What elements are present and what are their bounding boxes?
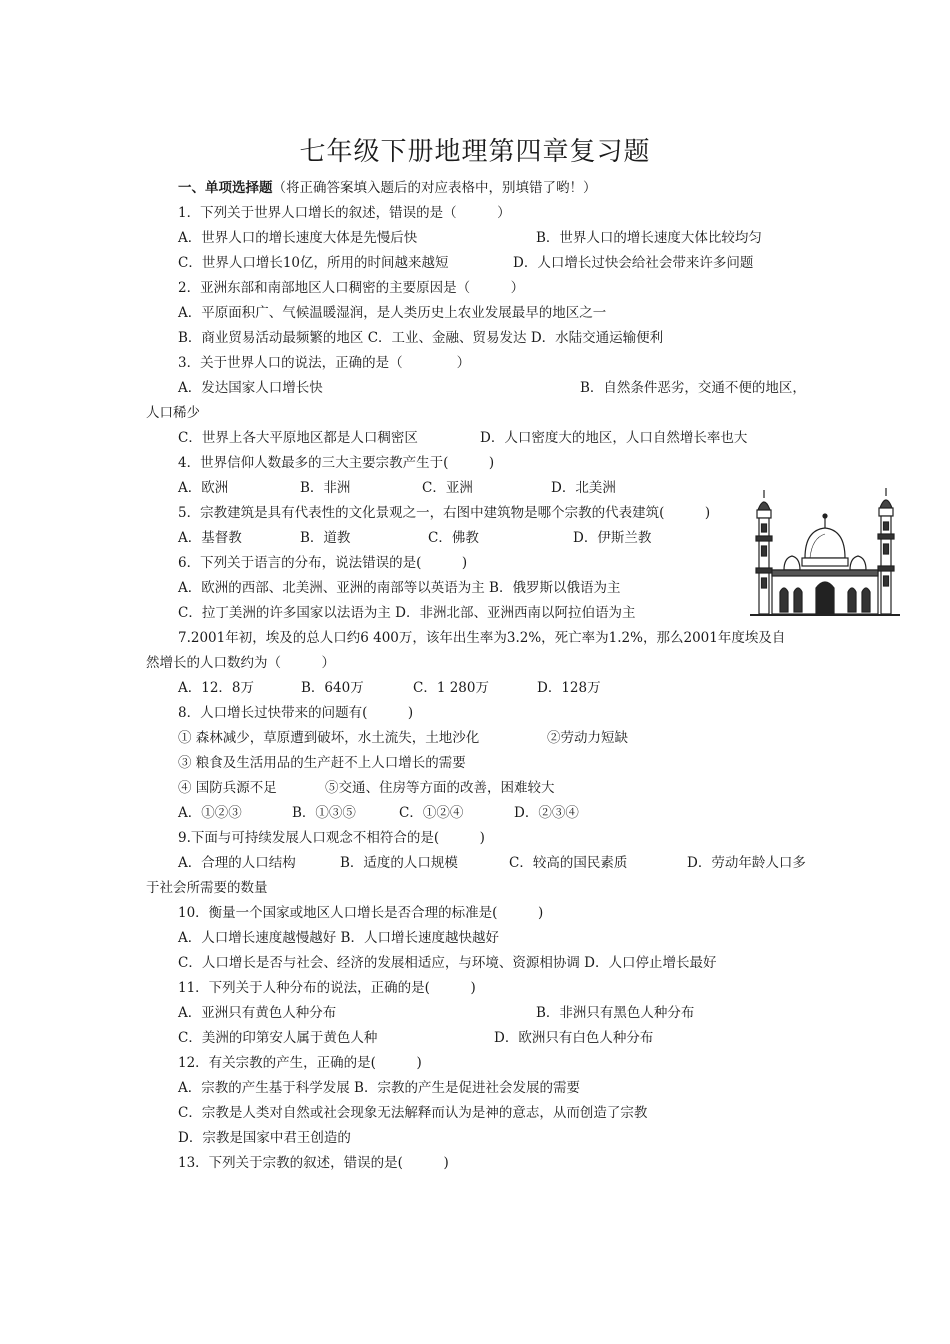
question-1: 1．下列关于世界人口增长的叙述，错误的是（ ） [178,205,511,221]
q1-option-b: B．世界人口的增长速度大体比较均匀 [536,230,762,246]
q8-option-c: C．①②④ [399,805,464,821]
section-head-note: （将正确答案填入题后的对应表格中，别填错了哟！） [272,180,597,196]
q8-option-d: D．②③④ [514,805,579,821]
q3-option-a: A．发达国家人口增长快 [178,380,323,396]
q7-option-a: A．12．8万 [178,680,255,696]
q12-option-c: C．宗教是人类对自然或社会现象无法解释而认为是神的意志，从而创造了宗教 [178,1105,648,1121]
question-5: 5．宗教建筑是具有代表性的文化景观之一，右图中建筑物是哪个宗教的代表建筑( ) [178,505,711,521]
question-9: 9.下面与可持续发展人口观念不相符合的是( ) [178,830,485,846]
q10-options-cd: C．人口增长是否与社会、经济的发展相适应，与环境、资源相协调 D．人口停止增长最好 [178,955,717,971]
q1-option-c: C．世界人口增长10亿，所用的时间越来越短 [178,255,449,271]
q4-option-d: D．北美洲 [551,480,616,496]
section-heading [178,178,597,198]
question-13: 13．下列关于宗教的叙述，错误的是( ) [178,1155,449,1171]
q12-options-ab: A．宗教的产生基于科学发展 B．宗教的产生是促进社会发展的需要 [178,1080,580,1096]
q8-item-4: ④ 国防兵源不足 [178,780,277,796]
q5-option-a: A．基督教 [178,530,242,546]
question-7: 7.2001年初，埃及的总人口约6 400万，该年出生率为3.2%，死亡率为1.2%，那么2001年度埃及自 [178,630,786,646]
q2-option-a: A．平原面积广、气候温暖湿润，是人类历史上农业发展最早的地区之一 [178,305,607,321]
q9-option-d: D．劳动年龄人口多 [687,855,806,871]
q11-option-c: C．美洲的印第安人属于黄色人种 [178,1030,378,1046]
q4-option-c: C．亚洲 [422,480,473,496]
q6-options-ab: A．欧洲的西部、北美洲、亚洲的南部等以英语为主 B．俄罗斯以俄语为主 [178,580,621,596]
question-6: 6．下列关于语言的分布，说法错误的是( ) [178,555,468,571]
q3-option-b: B．自然条件恶劣，交通不便的地区， [580,380,806,396]
question-11: 11．下列关于人种分布的说法，正确的是( ) [178,980,476,996]
q7-option-d: D．128万 [537,680,601,696]
q6-options-cd: C．拉丁美洲的许多国家以法语为主 D．非洲北部、亚洲西南以阿拉伯语为主 [178,605,636,621]
q7-option-c: C．1 280万 [413,680,489,696]
q9-option-a: A．合理的人口结构 [178,855,296,871]
question-12: 12．有关宗教的产生，正确的是( ) [178,1055,422,1071]
q8-item-2: ②劳动力短缺 [547,730,628,746]
q8-item-3: ③ 粮食及生活用品的生产赶不上人口增长的需要 [178,755,466,771]
q2-options-bcd: B．商业贸易活动最频繁的地区 C．工业、金融、贸易发达 D．水陆交通运输便利 [178,330,664,346]
q11-option-d: D．欧洲只有白色人种分布 [494,1030,654,1046]
q9-option-d-cont: 于社会所需要的数量 [146,880,268,896]
question-3: 3．关于世界人口的说法，正确的是（ ） [178,355,471,371]
section-head-label: 一、单项选择题 [178,180,273,196]
q8-option-a: A．①②③ [178,805,242,821]
q3-option-b-cont: 人口稀少 [146,405,200,421]
question-2: 2．亚洲东部和南部地区人口稠密的主要原因是（ ） [178,280,525,296]
q1-option-a: A．世界人口的增长速度大体是先慢后快 [178,230,418,246]
q8-option-b: B．①③⑤ [292,805,356,821]
q8-item-5: ⑤交通、住房等方面的改善，困难较大 [325,780,555,796]
question-7-cont: 然增长的人口数约为（ ） [146,655,335,671]
q3-option-c: C．世界上各大平原地区都是人口稠密区 [178,430,418,446]
mosque-illustration [750,488,900,618]
q3-option-d: D．人口密度大的地区，人口自然增长率也大 [480,430,748,446]
q7-option-b: B．640万 [301,680,364,696]
q11-option-b: B．非洲只有黑色人种分布 [536,1005,695,1021]
q5-option-c: C．佛教 [428,530,479,546]
q1-option-d: D．人口增长过快会给社会带来许多问题 [513,255,754,271]
question-10: 10．衡量一个国家或地区人口增长是否合理的标准是( ) [178,905,544,921]
q5-option-d: D．伊斯兰教 [573,530,652,546]
q11-option-a: A．亚洲只有黄色人种分布 [178,1005,337,1021]
question-4: 4．世界信仰人数最多的三大主要宗教产生于( ) [178,455,495,471]
q4-option-b: B．非洲 [300,480,351,496]
q12-option-d: D．宗教是国家中君王创造的 [178,1130,351,1146]
q4-option-a: A．欧洲 [178,480,229,496]
q8-item-1: ① 森林减少，草原遭到破坏，水土流失，土地沙化 [178,730,480,746]
q10-options-ab: A．人口增长速度越慢越好 B．人口增长速度越快越好 [178,930,499,946]
q9-option-b: B．适度的人口规模 [340,855,458,871]
q5-option-b: B．道教 [300,530,351,546]
page-title: 七年级下册地理第四章复习题 [299,137,651,167]
q9-option-c: C．较高的国民素质 [509,855,628,871]
question-8: 8．人口增长过快带来的问题有( ) [178,705,414,721]
